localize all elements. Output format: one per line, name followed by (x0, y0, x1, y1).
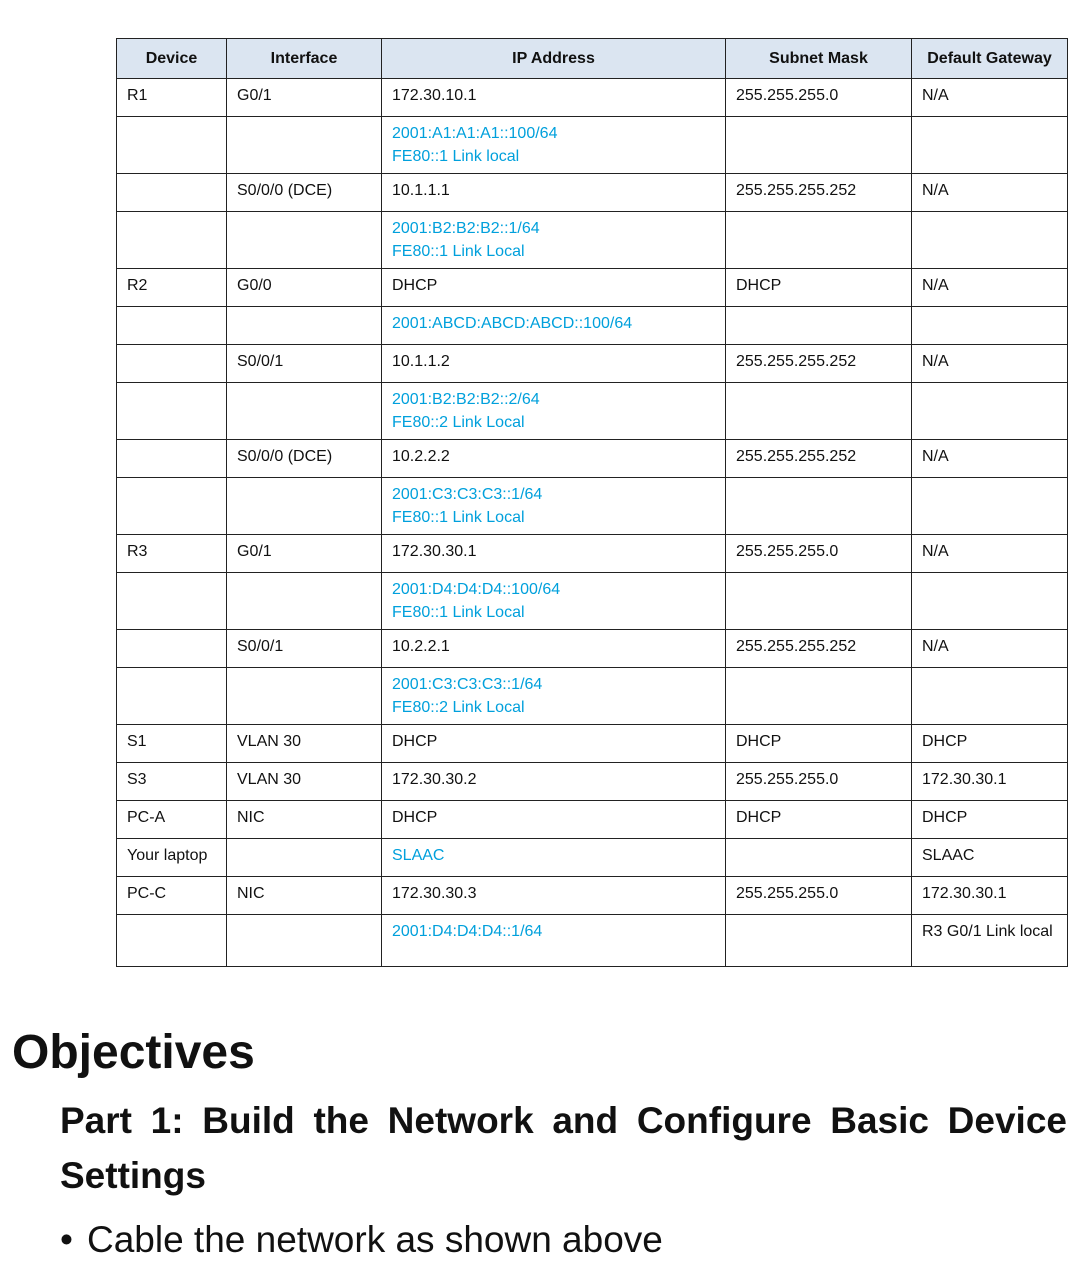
ipv6-address-line: 2001:ABCD:ABCD:ABCD::100/64 (392, 315, 633, 332)
ip-address-cell: 172.30.10.1 (382, 79, 726, 117)
header-subnet-mask: Subnet Mask (726, 39, 912, 79)
device-cell (117, 440, 227, 478)
device-cell: PC-A (117, 801, 227, 839)
interface-cell: G0/1 (227, 79, 382, 117)
subnet-mask-cell (726, 478, 912, 535)
interface-cell (227, 573, 382, 630)
table-row (117, 269, 1068, 307)
subnet-mask-cell: DHCP (726, 725, 912, 763)
ip-address-cell (382, 383, 726, 440)
interface-cell: VLAN 30 (227, 763, 382, 801)
table-row (117, 725, 1068, 763)
interface-cell: VLAN 30 (227, 725, 382, 763)
ip-address-cell: DHCP (382, 269, 726, 307)
ip-address-cell (382, 573, 726, 630)
ip-address-cell: 172.30.30.2 (382, 763, 726, 801)
list-item: • Cable the network as shown above (60, 1214, 663, 1266)
subnet-mask-cell (726, 307, 912, 345)
table-row (117, 839, 1068, 877)
device-cell: R1 (117, 79, 227, 117)
header-ip-address: IP Address (382, 39, 726, 79)
interface-cell (227, 307, 382, 345)
device-cell: R2 (117, 269, 227, 307)
default-gateway-cell: DHCP (912, 801, 1068, 839)
device-cell: PC-C (117, 877, 227, 915)
ipv6-address-line: 2001:D4:D4:D4::1/64 (392, 923, 543, 940)
interface-cell (227, 212, 382, 269)
subnet-mask-cell (726, 383, 912, 440)
ip-address-cell: 172.30.30.3 (382, 877, 726, 915)
default-gateway-cell: SLAAC (912, 839, 1068, 877)
device-cell (117, 174, 227, 212)
default-gateway-cell: 172.30.30.1 (912, 763, 1068, 801)
table-row (117, 668, 1068, 725)
default-gateway-cell (912, 478, 1068, 535)
table-row (117, 573, 1068, 630)
ipv6-address-line: FE80::2 Link Local (392, 699, 525, 716)
ipv6-address-line: 2001:C3:C3:C3::1/64 (392, 676, 543, 693)
header-interface: Interface (227, 39, 382, 79)
interface-cell: G0/0 (227, 269, 382, 307)
table-body (117, 79, 1068, 967)
subnet-mask-cell: 255.255.255.0 (726, 877, 912, 915)
interface-cell: S0/0/1 (227, 345, 382, 383)
device-cell (117, 478, 227, 535)
default-gateway-cell: R3 G0/1 Link local (912, 915, 1068, 967)
table-row (117, 383, 1068, 440)
default-gateway-cell (912, 668, 1068, 725)
table-header-row (117, 39, 1068, 79)
ip-address-cell (382, 212, 726, 269)
interface-cell: G0/1 (227, 535, 382, 573)
ip-address-cell: 10.2.2.1 (382, 630, 726, 668)
device-cell (117, 117, 227, 174)
default-gateway-cell: 172.30.30.1 (912, 877, 1068, 915)
subnet-mask-cell: DHCP (726, 269, 912, 307)
ipv6-address-line: FE80::1 Link Local (392, 509, 525, 526)
device-cell (117, 915, 227, 967)
table-row (117, 307, 1068, 345)
table-row (117, 440, 1068, 478)
header-default-gateway: Default Gateway (912, 39, 1068, 79)
default-gateway-cell: N/A (912, 79, 1068, 117)
ip-address-cell: 10.1.1.2 (382, 345, 726, 383)
table-row (117, 877, 1068, 915)
addressing-table (116, 38, 1068, 967)
ipv6-address-line: 2001:A1:A1:A1::100/64 (392, 125, 558, 142)
ip-address-cell (382, 915, 726, 967)
ip-address-cell (382, 839, 726, 877)
ip-address-cell: 172.30.30.1 (382, 535, 726, 573)
device-cell (117, 630, 227, 668)
ip-address-cell (382, 668, 726, 725)
subnet-mask-cell: DHCP (726, 801, 912, 839)
default-gateway-cell: N/A (912, 630, 1068, 668)
subnet-mask-cell (726, 117, 912, 174)
ip-address-cell (382, 307, 726, 345)
table-row (117, 915, 1068, 967)
table-row (117, 630, 1068, 668)
ip-address-cell: DHCP (382, 725, 726, 763)
ipv6-address-line: FE80::1 Link local (392, 148, 520, 165)
table-row (117, 174, 1068, 212)
default-gateway-cell (912, 307, 1068, 345)
ip-address-cell (382, 478, 726, 535)
subnet-mask-cell (726, 915, 912, 967)
table-row (117, 535, 1068, 573)
subnet-mask-cell: 255.255.255.0 (726, 79, 912, 117)
objectives-heading: Objectives (12, 1026, 255, 1079)
ip-address-cell (382, 117, 726, 174)
device-cell (117, 383, 227, 440)
interface-cell: S0/0/0 (DCE) (227, 440, 382, 478)
interface-cell (227, 668, 382, 725)
part-1-heading: Part 1: Build the Network and Configure Basic Device Settings (60, 1100, 1067, 1196)
table-row (117, 345, 1068, 383)
interface-cell (227, 839, 382, 877)
interface-cell (227, 915, 382, 967)
subnet-mask-cell: 255.255.255.252 (726, 630, 912, 668)
device-cell (117, 573, 227, 630)
interface-cell (227, 478, 382, 535)
device-cell (117, 307, 227, 345)
table-row (117, 478, 1068, 535)
table-row (117, 117, 1068, 174)
subnet-mask-cell (726, 839, 912, 877)
table-row (117, 212, 1068, 269)
interface-cell (227, 383, 382, 440)
table-row (117, 79, 1068, 117)
interface-cell: NIC (227, 877, 382, 915)
device-cell: Your laptop (117, 839, 227, 877)
default-gateway-cell (912, 212, 1068, 269)
subnet-mask-cell: 255.255.255.0 (726, 535, 912, 573)
default-gateway-cell: N/A (912, 269, 1068, 307)
device-cell: R3 (117, 535, 227, 573)
default-gateway-cell (912, 117, 1068, 174)
default-gateway-cell (912, 383, 1068, 440)
header-device: Device (117, 39, 227, 79)
subnet-mask-cell: 255.255.255.252 (726, 174, 912, 212)
device-cell (117, 345, 227, 383)
ipv6-address-line: 2001:B2:B2:B2::1/64 (392, 220, 540, 237)
default-gateway-cell: N/A (912, 535, 1068, 573)
subnet-mask-cell: 255.255.255.252 (726, 345, 912, 383)
ipv6-address-line: 2001:D4:D4:D4::100/64 (392, 581, 561, 598)
interface-cell: NIC (227, 801, 382, 839)
ip-address-cell: DHCP (382, 801, 726, 839)
device-cell (117, 668, 227, 725)
interface-cell: S0/0/1 (227, 630, 382, 668)
ipv6-address-line: 2001:C3:C3:C3::1/64 (392, 486, 543, 503)
ipv6-address-line: 2001:B2:B2:B2::2/64 (392, 391, 540, 408)
interface-cell: S0/0/0 (DCE) (227, 174, 382, 212)
objectives-bullet-list (60, 1214, 663, 1266)
ipv6-address-line: FE80::1 Link Local (392, 243, 525, 260)
ipv6-address-line: FE80::1 Link Local (392, 604, 525, 621)
subnet-mask-cell (726, 668, 912, 725)
default-gateway-cell: N/A (912, 440, 1068, 478)
subnet-mask-cell: 255.255.255.0 (726, 763, 912, 801)
ip-address-cell: 10.2.2.2 (382, 440, 726, 478)
default-gateway-cell (912, 573, 1068, 630)
default-gateway-cell: N/A (912, 174, 1068, 212)
subnet-mask-cell (726, 573, 912, 630)
table-row (117, 801, 1068, 839)
interface-cell (227, 117, 382, 174)
ipv6-address-line: FE80::2 Link Local (392, 414, 525, 431)
device-cell: S1 (117, 725, 227, 763)
ipv6-address-line: SLAAC (392, 847, 445, 864)
subnet-mask-cell: 255.255.255.252 (726, 440, 912, 478)
table-row (117, 763, 1068, 801)
default-gateway-cell: DHCP (912, 725, 1068, 763)
device-cell (117, 212, 227, 269)
device-cell: S3 (117, 763, 227, 801)
ip-address-cell: 10.1.1.1 (382, 174, 726, 212)
default-gateway-cell: N/A (912, 345, 1068, 383)
subnet-mask-cell (726, 212, 912, 269)
